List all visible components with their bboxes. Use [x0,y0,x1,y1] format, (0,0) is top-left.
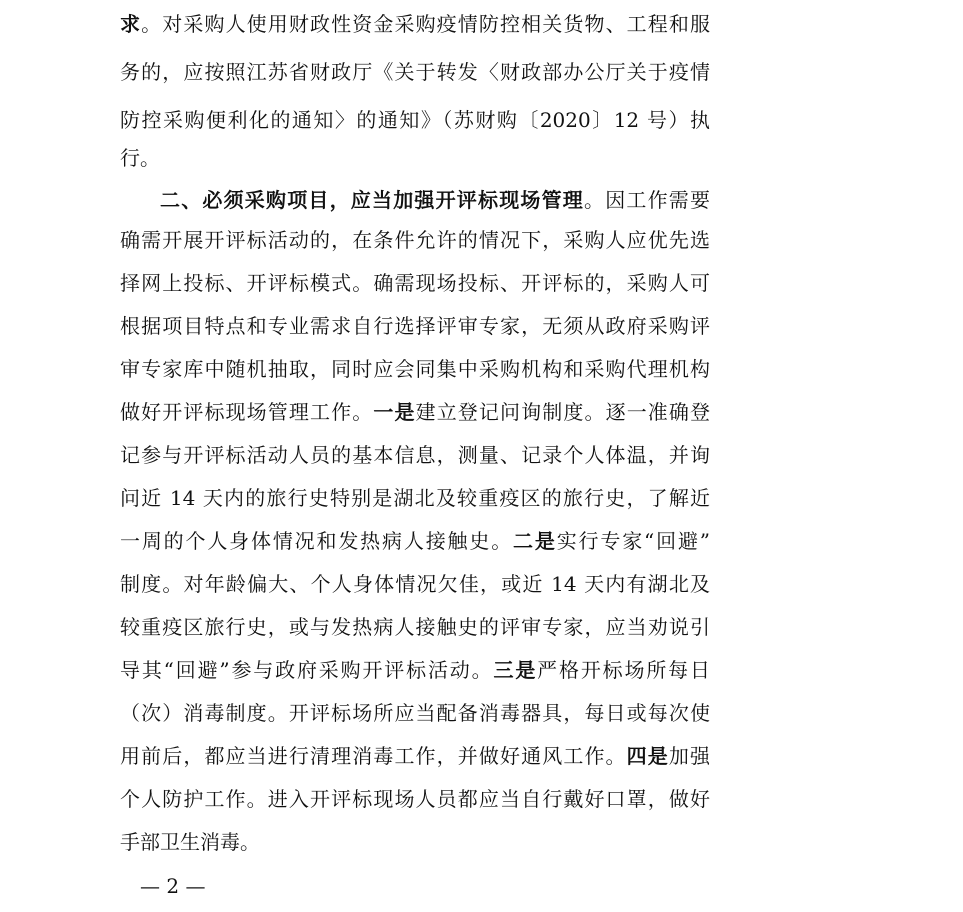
line-text: 。对采购人使用财政性资金采购疫情防控相关货物、工程和服 [141,12,711,36]
line-text: 实行专家“回避” [556,529,710,553]
line-text: 严格开标场所每日 [537,658,711,682]
line-text: 用前后，都应当进行清理消毒工作，并做好通风工作。 [120,744,627,768]
text-line: 根据项目特点和专业需求自行选择评审专家，无须从政府采购评 [120,314,710,338]
text-line: 确需开展开评标活动的，在条件允许的情况下，采购人应优先选 [120,228,710,252]
bold-text: 二是 [513,529,557,553]
text-line: 个人防护工作。进入开评标现场人员都应当自行戴好口罩，做好 [120,787,710,811]
bold-text: 三是 [493,658,538,682]
text-line: 防控采购便利化的通知〉的通知》（苏财购〔2020〕12 号）执 [120,108,710,132]
text-line [120,529,710,553]
text-line: 审专家库中随机抽取，同时应会同集中采购机构和采购代理机构 [120,357,710,381]
text-line: 行。 [120,146,160,170]
line-text: 。因工作需要 [584,188,710,212]
line-text: 建立登记问询制度。逐一准确登 [415,400,711,424]
line-text: 做好开评标现场管理工作。 [120,400,374,424]
page-number: — 2 — [140,874,206,898]
bold-text: 一是 [373,400,416,424]
bold-text: 四是 [626,744,669,768]
text-line: 较重疫区旅行史，或与发热病人接触史的评审专家，应当劝说引 [120,615,710,639]
text-line: 制度。对年龄偏大、个人身体情况欠佳，或近 14 天内有湖北及 [120,572,710,596]
line-text: 加强 [668,744,711,768]
text-line: 择网上投标、开评标模式。确需现场投标、开评标的，采购人可 [120,271,710,295]
text-line [120,12,710,36]
section-heading: 二、必须采购项目，应当加强开评标现场管理 [160,188,584,212]
text-line: 手部卫生消毒。 [120,830,260,854]
text-line: 务的，应按照江苏省财政厅《关于转发〈财政部办公厅关于疫情 [120,60,710,84]
text-line [160,188,710,212]
line-text: 导其“回避”参与政府采购开评标活动。 [120,658,494,682]
line-text: 一周的个人身体情况和发热病人接触史。 [120,529,514,553]
text-line: 记参与开评标活动人员的基本信息，测量、记录个人体温，并询 [120,443,710,467]
text-line: （次）消毒制度。开评标场所应当配备消毒器具，每日或每次使 [120,701,710,725]
text-line: 问近 14 天内的旅行史特别是湖北及较重疫区的旅行史，了解近 [120,486,710,510]
text-line [120,400,710,424]
text-line [120,744,710,768]
text-line [120,658,710,682]
bold-text: 求 [120,12,142,36]
